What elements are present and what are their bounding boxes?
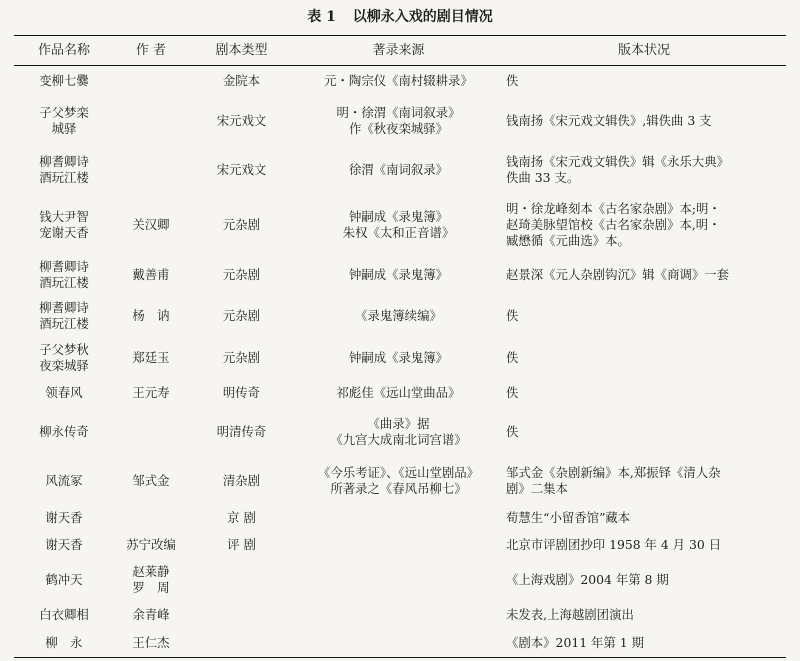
cell-version bbox=[502, 408, 786, 457]
cell-title bbox=[14, 337, 114, 379]
cell-type bbox=[188, 505, 295, 532]
cell-line: 《今乐考证》、《远山堂剧品》 bbox=[317, 464, 480, 480]
cell-source bbox=[295, 146, 502, 194]
cell-title bbox=[14, 295, 114, 337]
cell-title bbox=[14, 96, 114, 146]
table-row bbox=[14, 532, 786, 559]
cell-line: 《录鬼簿续编》 bbox=[355, 307, 442, 323]
cell-line: 徐渭《南词叙录》 bbox=[348, 161, 449, 177]
cell-type bbox=[188, 408, 295, 457]
cell-version bbox=[502, 379, 786, 408]
cell-line: 朱权《太和正音谱》 bbox=[342, 224, 455, 240]
cell-line: 作《秋夜栾城驿》 bbox=[348, 120, 449, 136]
cell-title bbox=[14, 602, 114, 629]
cell-line: 邹式金 bbox=[132, 472, 170, 488]
cell-source bbox=[295, 194, 502, 256]
cell-title bbox=[14, 408, 114, 457]
cell-line: 酒玩江楼 bbox=[39, 275, 89, 290]
cell-line: 明传奇 bbox=[222, 385, 261, 400]
cell-title bbox=[14, 559, 114, 602]
table-row bbox=[14, 408, 786, 457]
cell-source bbox=[295, 559, 502, 602]
header-row bbox=[14, 36, 786, 66]
table-row bbox=[14, 337, 786, 379]
cell-line: 赵莱静 bbox=[132, 564, 170, 579]
cell-author bbox=[114, 295, 188, 337]
cell-line: 剧》二集本 bbox=[506, 480, 568, 496]
table-row bbox=[14, 295, 786, 337]
cell-line: 罗 周 bbox=[132, 580, 170, 595]
cell-source bbox=[295, 629, 502, 658]
cell-line: 元杂剧 bbox=[222, 307, 261, 323]
cell-line: 谢天香 bbox=[45, 510, 83, 525]
table-row bbox=[14, 256, 786, 295]
cell-line: 柳耆卿诗 bbox=[39, 259, 89, 274]
cell-title bbox=[14, 629, 114, 658]
table-row bbox=[14, 505, 786, 532]
cell-author bbox=[114, 256, 188, 295]
cell-type bbox=[188, 295, 295, 337]
cell-title bbox=[14, 505, 114, 532]
cell-line: 鹤冲天 bbox=[45, 572, 83, 587]
cell-source bbox=[295, 96, 502, 146]
cell-line: 佚曲 33 支。 bbox=[506, 169, 580, 185]
cell-line: 金院本 bbox=[222, 72, 261, 88]
cell-line: 柳耆卿诗 bbox=[39, 299, 89, 315]
cell-line: 杨 讷 bbox=[132, 307, 170, 323]
cell-line: 元杂剧 bbox=[222, 216, 261, 232]
cell-line: 酒玩江楼 bbox=[39, 169, 89, 185]
cell-author bbox=[114, 146, 188, 194]
cell-author bbox=[114, 337, 188, 379]
cell-line: 柳永传奇 bbox=[39, 424, 89, 439]
cell-line: 臧懋循《元曲选》本。 bbox=[506, 232, 630, 248]
cell-type bbox=[188, 457, 295, 505]
cell-line: 钱南扬《宋元戏文辑佚》,辑佚曲 3 支 bbox=[506, 112, 712, 128]
cell-author bbox=[114, 194, 188, 256]
cell-line: 谢天香 bbox=[45, 537, 83, 552]
cell-source bbox=[295, 532, 502, 559]
cell-author bbox=[114, 66, 188, 96]
cell-line: 清杂剧 bbox=[222, 472, 261, 488]
header-version: 版本状况 bbox=[617, 42, 670, 58]
cell-line: 宠谢天香 bbox=[39, 224, 89, 240]
table-row bbox=[14, 602, 786, 629]
cell-line: 余青峰 bbox=[132, 607, 170, 622]
cell-line: 关汉卿 bbox=[132, 216, 170, 232]
cell-line: 佚 bbox=[506, 307, 519, 323]
cell-line: 钟嗣成《录鬼簿》 bbox=[348, 267, 449, 282]
cell-line: 祁彪佳《远山堂曲品》 bbox=[336, 385, 461, 400]
cell-source bbox=[295, 256, 502, 295]
cell-author bbox=[114, 408, 188, 457]
cell-line: 明清传奇 bbox=[216, 424, 267, 439]
cell-source bbox=[295, 379, 502, 408]
cell-title bbox=[14, 146, 114, 194]
cell-title bbox=[14, 256, 114, 295]
cell-line: 变柳七爨 bbox=[39, 72, 89, 88]
cell-line: 白衣卿相 bbox=[39, 607, 89, 622]
cell-line: 《九宫大成南北词宫谱》 bbox=[330, 432, 467, 447]
cell-author bbox=[114, 96, 188, 146]
cell-line: 佚 bbox=[506, 72, 519, 88]
cell-line: 领春风 bbox=[45, 385, 83, 400]
table-caption bbox=[0, 6, 800, 26]
cell-version bbox=[502, 559, 786, 602]
cell-line: 郑廷玉 bbox=[132, 349, 170, 365]
cell-line: 宋元戏文 bbox=[216, 161, 267, 177]
table-row bbox=[14, 559, 786, 602]
cell-line: 邹式金《杂剧新编》本,郑振铎《清人杂 bbox=[506, 464, 721, 480]
cell-line: 子父梦栾 bbox=[39, 104, 89, 120]
cell-type bbox=[188, 146, 295, 194]
cell-author bbox=[114, 602, 188, 629]
cell-line: 钱南扬《宋元戏文辑佚》辑《永乐大典》 bbox=[506, 153, 730, 169]
cell-line: 北京市评剧团抄印 1958 年 4 月 30 日 bbox=[506, 537, 722, 552]
plays-table bbox=[14, 35, 786, 658]
cell-line: 元・陶宗仪《南村辍耕录》 bbox=[324, 72, 473, 88]
cell-type bbox=[188, 379, 295, 408]
cell-author bbox=[114, 457, 188, 505]
cell-version bbox=[502, 532, 786, 559]
cell-source bbox=[295, 295, 502, 337]
cell-line: 子父梦秋 bbox=[39, 341, 89, 357]
cell-type bbox=[188, 96, 295, 146]
cell-version bbox=[502, 337, 786, 379]
cell-line: 明・徐龙峰刻本《古名家杂剧》本;明・ bbox=[506, 200, 721, 216]
cell-line: 佚 bbox=[506, 424, 519, 439]
cell-source bbox=[295, 602, 502, 629]
cell-line: 柳耆卿诗 bbox=[39, 153, 89, 169]
cell-title bbox=[14, 457, 114, 505]
cell-author bbox=[114, 629, 188, 658]
cell-line: 苏宁改编 bbox=[126, 537, 176, 552]
cell-line: 《曲录》据 bbox=[367, 416, 430, 431]
cell-type bbox=[188, 66, 295, 96]
cell-version bbox=[502, 457, 786, 505]
cell-line: 戴善甫 bbox=[132, 267, 170, 282]
cell-title bbox=[14, 379, 114, 408]
cell-line: 佚 bbox=[506, 349, 519, 365]
cell-line: 评 剧 bbox=[227, 537, 256, 552]
cell-type bbox=[188, 532, 295, 559]
cell-line: 风流冢 bbox=[45, 472, 83, 488]
table-number: 表 1 bbox=[307, 9, 336, 25]
cell-author bbox=[114, 379, 188, 408]
cell-author bbox=[114, 505, 188, 532]
table-row bbox=[14, 66, 786, 96]
cell-version bbox=[502, 194, 786, 256]
cell-line: 王仁杰 bbox=[132, 634, 170, 650]
cell-line: 元杂剧 bbox=[222, 349, 261, 365]
cell-line: 钟嗣成《录鬼簿》 bbox=[348, 349, 449, 365]
table-title: 以柳永入戏的剧目情况 bbox=[352, 9, 493, 25]
cell-version bbox=[502, 295, 786, 337]
cell-source bbox=[295, 66, 502, 96]
cell-line: 荀慧生“小留香馆”藏本 bbox=[506, 510, 631, 525]
header-type: 剧本类型 bbox=[215, 42, 268, 58]
cell-source bbox=[295, 457, 502, 505]
cell-title bbox=[14, 66, 114, 96]
cell-line: 佚 bbox=[506, 385, 519, 400]
cell-type bbox=[188, 256, 295, 295]
cell-version bbox=[502, 629, 786, 658]
table-row bbox=[14, 629, 786, 658]
cell-line: 《上海戏剧》2004 年第 8 期 bbox=[506, 572, 669, 587]
cell-type bbox=[188, 194, 295, 256]
table-row bbox=[14, 146, 786, 194]
cell-source bbox=[295, 505, 502, 532]
header-source: 著录来源 bbox=[372, 42, 425, 58]
table-row bbox=[14, 96, 786, 146]
cell-source bbox=[295, 408, 502, 457]
cell-line: 王元寿 bbox=[132, 385, 170, 400]
cell-title bbox=[14, 532, 114, 559]
cell-type bbox=[188, 559, 295, 602]
table-row bbox=[14, 379, 786, 408]
cell-line: 京 剧 bbox=[227, 510, 256, 525]
cell-source bbox=[295, 337, 502, 379]
table-row bbox=[14, 194, 786, 256]
cell-type bbox=[188, 629, 295, 658]
cell-line: 所著录之《春风吊柳七》 bbox=[330, 480, 467, 496]
cell-type bbox=[188, 337, 295, 379]
cell-line: 元杂剧 bbox=[222, 267, 261, 282]
table-row bbox=[14, 457, 786, 505]
cell-version bbox=[502, 602, 786, 629]
cell-line: 钟嗣成《录鬼簿》 bbox=[348, 208, 449, 224]
cell-line: 赵琦美脉望馆校《古名家杂剧》本,明・ bbox=[506, 216, 721, 232]
header-title: 作品名称 bbox=[37, 42, 90, 58]
cell-version bbox=[502, 146, 786, 194]
cell-version bbox=[502, 96, 786, 146]
cell-line: 赵景深《元人杂剧钩沉》辑《商调》一套 bbox=[506, 267, 730, 282]
cell-author bbox=[114, 532, 188, 559]
header-author: 作 者 bbox=[135, 42, 167, 58]
cell-line: 夜栾城驿 bbox=[39, 357, 89, 373]
cell-version bbox=[502, 505, 786, 532]
cell-line: 钱大尹智 bbox=[39, 208, 89, 224]
cell-line: 明・徐渭《南词叙录》 bbox=[336, 104, 461, 120]
cell-type bbox=[188, 602, 295, 629]
cell-line: 未发表,上海越剧团演出 bbox=[506, 607, 634, 622]
cell-line: 《剧本》2011 年第 1 期 bbox=[506, 634, 644, 650]
cell-version bbox=[502, 256, 786, 295]
cell-line: 酒玩江楼 bbox=[39, 315, 89, 331]
cell-line: 柳 永 bbox=[45, 634, 83, 650]
cell-author bbox=[114, 559, 188, 602]
cell-version bbox=[502, 66, 786, 96]
cell-line: 宋元戏文 bbox=[216, 112, 267, 128]
cell-title bbox=[14, 194, 114, 256]
cell-line: 城驿 bbox=[51, 120, 77, 136]
